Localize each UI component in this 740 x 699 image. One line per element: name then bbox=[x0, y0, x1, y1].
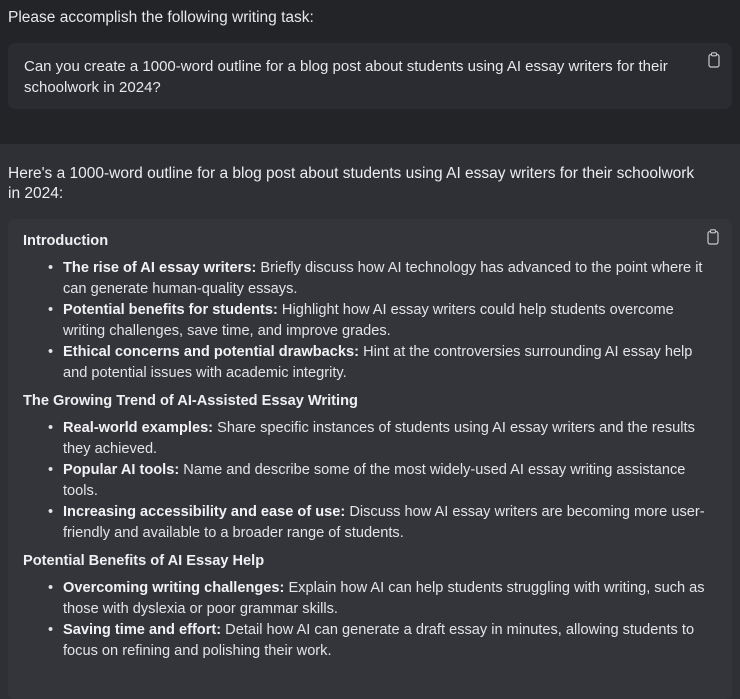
list-item bbox=[63, 342, 713, 384]
list-item bbox=[63, 258, 713, 300]
assistant-intro-text: Here's a 1000-word outline for a blog post about students using AI essay writers for their schoolwork in 2024: bbox=[8, 165, 695, 202]
user-prompt-box bbox=[8, 43, 732, 109]
bullet-list bbox=[23, 578, 713, 662]
list-item bbox=[63, 502, 713, 544]
task-heading: Please accomplish the following writing task: bbox=[8, 9, 314, 26]
item-lead: Popular AI tools: bbox=[63, 462, 180, 478]
outline-content bbox=[23, 231, 713, 669]
clipboard-icon[interactable] bbox=[708, 52, 720, 68]
user-prompt-text: Can you create a 1000-word outline for a blog post about students using AI essay writers for their schoolwork in 2024? bbox=[24, 58, 668, 96]
section-title: The Growing Trend of AI-Assisted Essay Writing bbox=[23, 393, 358, 409]
list-item bbox=[63, 418, 713, 460]
item-text: Highlight how AI essay writers could help students overcome writing challenges, save time, and improve grades. bbox=[63, 302, 674, 339]
item-lead: Potential benefits for students: bbox=[63, 302, 278, 318]
item-text: Briefly discuss how AI technology has advanced to the point where it can generate human-quality essays. bbox=[63, 260, 703, 297]
list-item bbox=[63, 460, 713, 502]
section-title: Introduction bbox=[23, 233, 109, 249]
item-lead: Saving time and effort: bbox=[63, 622, 222, 638]
item-text: Hint at the controversies surrounding AI essay help and potential issues with academic integrity. bbox=[63, 344, 693, 381]
item-text: Explain how AI can help students struggling with writing, such as those with dyslexia or poor grammar skills. bbox=[63, 580, 705, 617]
list-item bbox=[63, 578, 713, 620]
item-text: Name and describe some of the most widely-used AI essay writing assistance tools. bbox=[63, 462, 686, 499]
assistant-message-section bbox=[0, 144, 740, 677]
item-text: Detail how AI can generate a draft essay in minutes, allowing students to focus on refining and polishing their work. bbox=[63, 622, 695, 659]
item-lead: Overcoming writing challenges: bbox=[63, 580, 285, 596]
list-item bbox=[63, 300, 713, 342]
item-lead: Increasing accessibility and ease of use: bbox=[63, 504, 346, 520]
item-lead: Ethical concerns and potential drawbacks: bbox=[63, 344, 360, 360]
section-title: Potential Benefits of AI Essay Help bbox=[23, 553, 265, 569]
item-lead: Real-world examples: bbox=[63, 420, 214, 436]
item-text: Share specific instances of students using AI essay writers and the results they achieved. bbox=[63, 420, 695, 457]
bullet-list bbox=[23, 258, 713, 384]
outline-code-block bbox=[8, 219, 732, 699]
item-text: Discuss how AI essay writers are becoming more user-friendly and available to a broader range of students. bbox=[63, 504, 705, 541]
user-message-section bbox=[0, 0, 740, 144]
bullet-list bbox=[23, 418, 713, 544]
list-item bbox=[63, 620, 713, 662]
item-lead: The rise of AI essay writers: bbox=[63, 260, 257, 276]
